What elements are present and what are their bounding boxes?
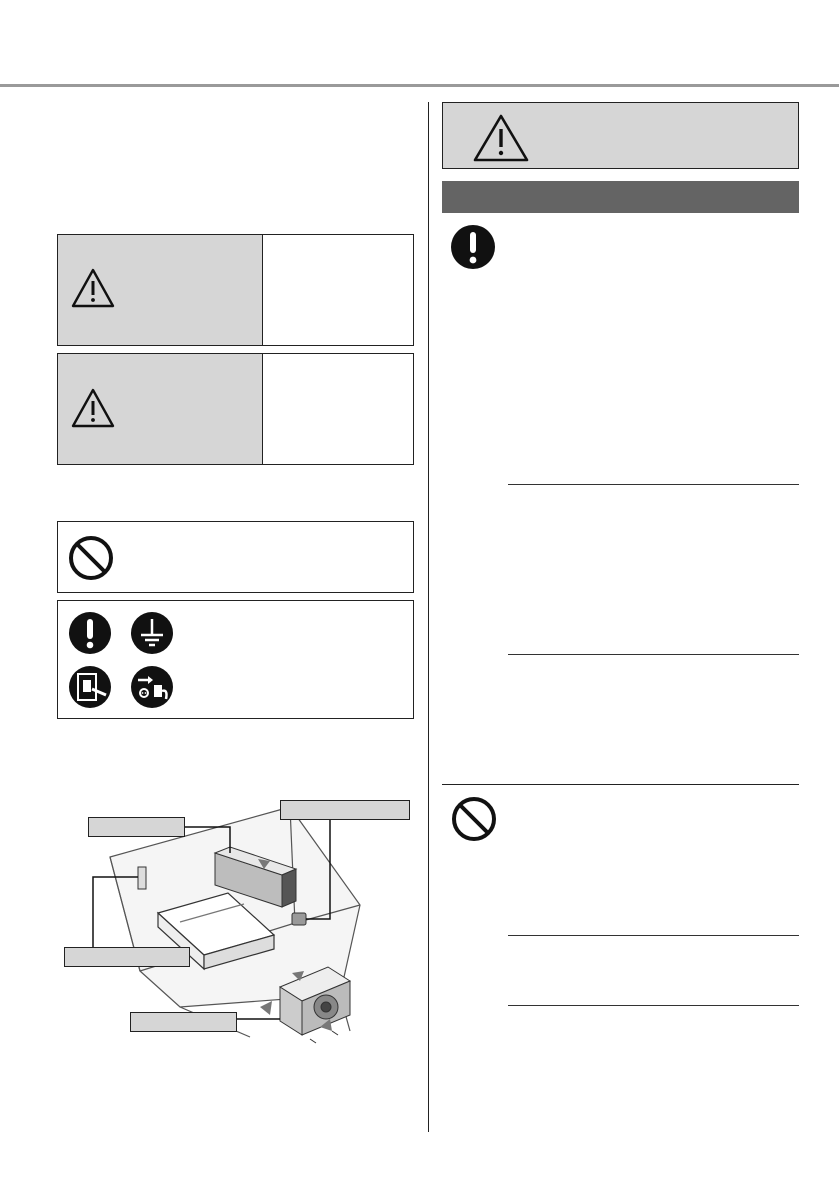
section-bar xyxy=(442,181,799,213)
mandatory-paragraph xyxy=(508,224,798,474)
prohibited-icon xyxy=(68,535,114,581)
diagram-label-remote xyxy=(64,947,190,967)
paragraph-rule xyxy=(508,1005,799,1006)
warning-triangle-icon xyxy=(472,113,530,163)
warning-header xyxy=(442,102,799,169)
mandatory-exclamation-icon xyxy=(450,224,496,270)
mandatory-symbols-box xyxy=(57,600,414,719)
header-rule xyxy=(0,84,839,87)
unplug-icon xyxy=(130,665,174,709)
warning-triangle-icon xyxy=(70,267,116,309)
prohibition-paragraph xyxy=(508,943,798,998)
hazard-term-cell xyxy=(58,235,263,345)
diagram-label-wall-item xyxy=(280,800,410,820)
warning-triangle-icon xyxy=(70,387,116,429)
prohibition-paragraph xyxy=(508,1013,798,1123)
mandatory-paragraph xyxy=(508,492,798,642)
symbols-intro xyxy=(58,478,413,508)
intro-text xyxy=(58,110,413,220)
paragraph-rule xyxy=(508,484,799,485)
column-divider xyxy=(428,102,429,1132)
hazard-term-cell xyxy=(58,354,263,464)
paragraph-rule xyxy=(508,935,799,936)
diagram-label-indoor-unit xyxy=(88,817,185,837)
hazard-row-warning xyxy=(57,234,414,346)
wall-switch-off-icon xyxy=(68,665,112,709)
block-separator xyxy=(442,784,799,785)
hazard-row-caution xyxy=(57,353,414,465)
prohibited-icon xyxy=(451,796,497,842)
mandatory-paragraph xyxy=(508,662,798,772)
installation-diagram xyxy=(60,795,415,1055)
paragraph-rule xyxy=(508,654,799,655)
earth-ground-icon xyxy=(130,611,174,655)
mandatory-exclamation-icon xyxy=(68,611,112,655)
prohibition-paragraph xyxy=(508,796,798,926)
diagram-label-outdoor-unit xyxy=(130,1012,237,1032)
prohibition-symbol-box xyxy=(57,521,414,593)
